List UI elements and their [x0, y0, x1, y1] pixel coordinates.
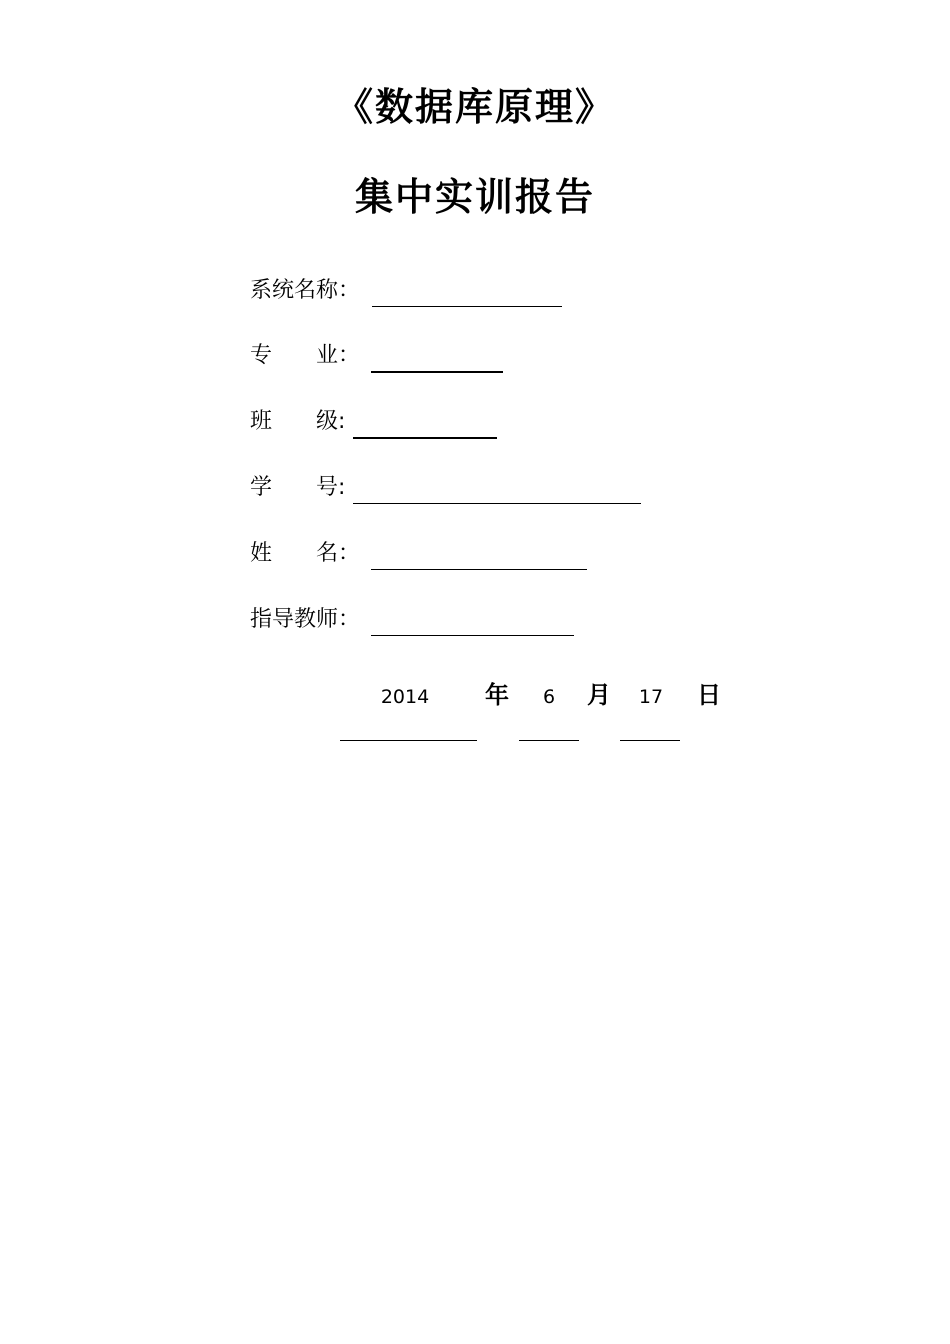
class-label: 班 级:: [250, 409, 346, 434]
date-day[interactable]: 17: [638, 686, 664, 708]
student-id-line[interactable]: [353, 503, 641, 504]
date-day-line: [620, 740, 680, 741]
date-year[interactable]: 2014: [380, 686, 430, 708]
student-id-label: 学 号:: [250, 475, 346, 500]
date-month-unit: 月: [587, 681, 611, 709]
system-name-label: 系统名称：: [250, 278, 361, 303]
date-year-line: [340, 740, 477, 741]
date-row: [0, 675, 950, 755]
class-line[interactable]: [353, 437, 497, 439]
date-month[interactable]: 6: [542, 686, 556, 708]
name-line[interactable]: [371, 569, 587, 570]
date-month-line: [519, 740, 579, 741]
date-year-unit: 年: [485, 681, 509, 709]
date-day-unit: 日: [697, 681, 721, 709]
course-title: 《数据库原理》: [334, 84, 615, 129]
major-line[interactable]: [371, 371, 503, 373]
system-name-line[interactable]: [372, 306, 562, 307]
advisor-line[interactable]: [371, 635, 574, 636]
major-label: 专 业：: [250, 343, 361, 368]
report-title: 集中实训报告: [354, 174, 595, 219]
advisor-label: 指导教师：: [250, 607, 361, 632]
name-label: 姓 名：: [250, 541, 361, 566]
